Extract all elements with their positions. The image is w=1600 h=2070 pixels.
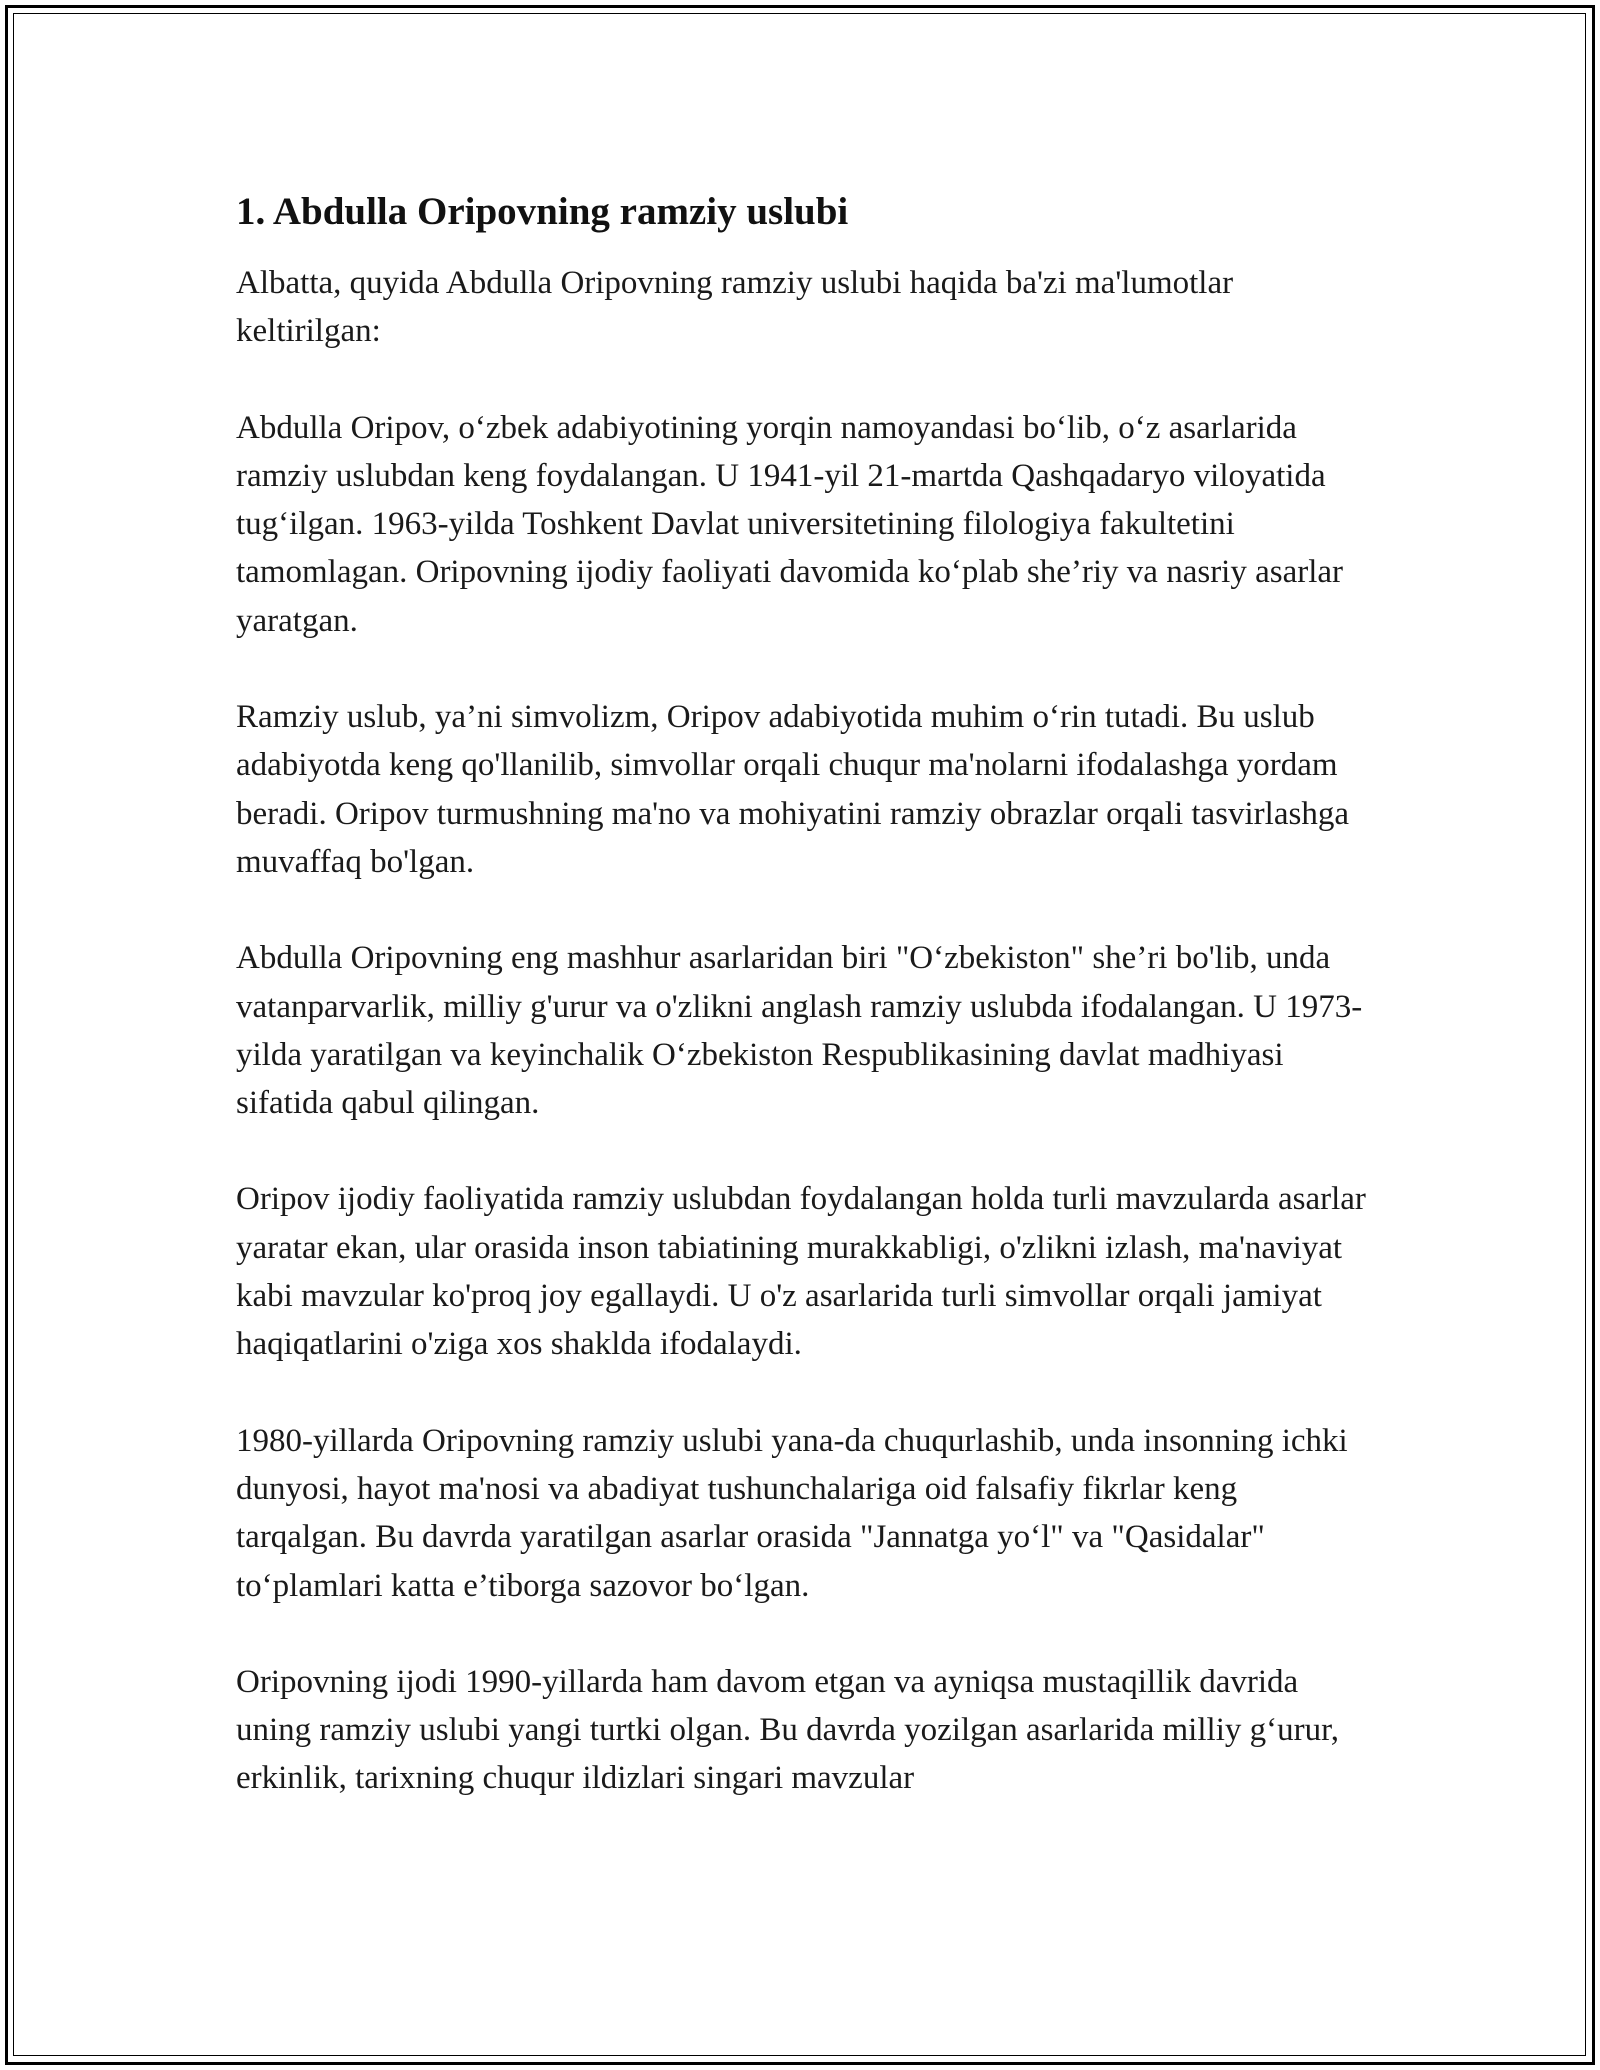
document-body bbox=[236, 186, 1376, 1851]
paragraph-biography: Abdulla Oripov, o‘zbek adabiyotining yorqin namoyandasi bo‘lib, o‘z asarlarida ramziy uslubdan keng foydalangan. U 1941-yil 21-martda Qashqadaryo viloyatida tug‘ilgan. 1963-yilda Toshkent Davlat universitetining filologiya fakultetini tamomlagan. Oripovning ijodiy faoliyati davomida ko‘plab she’riy va nasriy asarlar yaratgan. bbox=[236, 409, 1344, 639]
paragraph-uzbekistan-poem: Abdulla Oripovning eng mashhur asarlaridan biri "O‘zbekiston" she’ri bo'lib, unda vatanparvarlik, milliy g'urur va o'zlikni anglash ramziy uslubda ifodalangan. U 1973-yilda yaratilgan va keyinchalik O‘zbekiston Respublikasining davlat madhiyasi sifatida qabul qilingan. bbox=[236, 940, 1363, 1122]
paragraph-intro: Albatta, quyida Abdulla Oripovning ramziy uslubi haqida ba'zi ma'lumotlar keltirilgan: bbox=[236, 265, 1234, 350]
document-heading: 1. Abdulla Oripovning ramziy uslubi bbox=[236, 190, 849, 233]
paragraph-symbolism: Ramziy uslub, ya’ni simvolizm, Oripov adabiyotida muhim o‘rin tutadi. Bu uslub adabiyotda keng qo'llanilib, simvollar orqali chuqur ma'nolarni ifodalashga yordam beradi. Oripov turmushning ma'no va mohiyatini ramziy obrazlar orqali tasvirlashga muvaffaq bo'lgan. bbox=[236, 699, 1349, 880]
paragraph-1980s: 1980-yillarda Oripovning ramziy uslubi yana-da chuqurlashib, unda insonning ichki dunyosi, hayot ma'nosi va abadiyat tushunchalariga oid falsafiy fikrlar keng tarqalgan. Bu davrda yaratilgan asarlar orasida "Jannatga yo‘l" va "Qasidalar" to‘plamlari katta e’tiborga sazovor bo‘lgan. bbox=[236, 1422, 1348, 1604]
paragraph-themes: Oripov ijodiy faoliyatida ramziy uslubdan foydalangan holda turli mavzularda asarlar yaratar ekan, ular orasida inson tabiatining murakkabligi, o'zlikni izlash, ma'naviyat kabi mavzular ko'proq joy egallaydi. U o'z asarlarida turli simvollar orqali jamiyat haqiqatlarini o'ziga xos shaklda ifodalaydi. bbox=[236, 1181, 1366, 1363]
paragraph-1990s: Oripovning ijodi 1990-yillarda ham davom etgan va ayniqsa mustaqillik davrida uning ramziy uslubi yangi turtki olgan. Bu davrda yozilgan asarlarida milliy g‘urur, erkinlik, tarixning chuqur ildizlari singari mavzular bbox=[236, 1663, 1340, 1797]
